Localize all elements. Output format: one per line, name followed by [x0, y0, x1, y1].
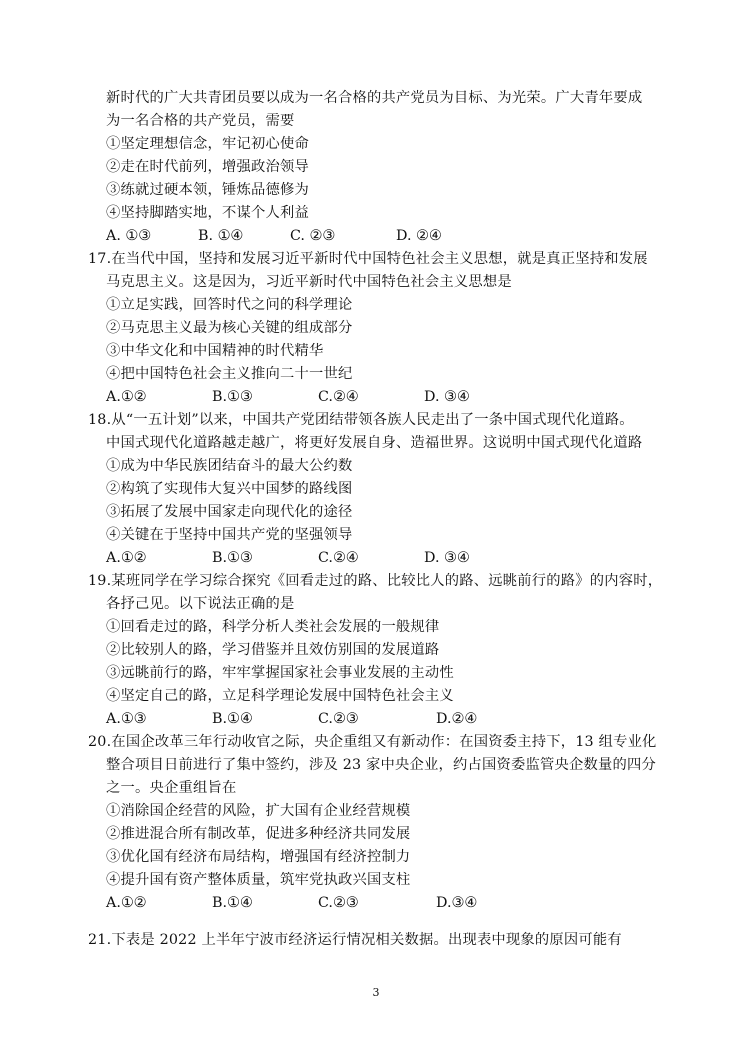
q19-option-d: D.②④ [436, 711, 478, 727]
intro-option-c: C. ②③ [290, 228, 336, 244]
q18-item-4: ④关键在于坚持中国共产党的坚强领导 [106, 527, 353, 543]
intro-option-b: B. ①④ [198, 228, 244, 244]
q20-item-3: ③优化国有经济布局结构，增强国有经济控制力 [106, 849, 411, 865]
q18-stem-line-2: 中国式现代化道路越走越广，将更好发展自身、造福世界。这说明中国式现代化道路 [106, 435, 643, 451]
q17-item-3: ③中华文化和中国精神的时代精华 [106, 343, 324, 359]
intro-item-2: ②走在时代前列，增强政治领导 [106, 159, 309, 175]
q17-option-a: A.①② [106, 389, 147, 405]
q19-stem-line-2: 各抒己见。以下说法正确的是 [106, 596, 295, 612]
intro-item-3: ③练就过硬本领，锤炼品德修为 [106, 182, 309, 198]
q19-item-1: ①回看走过的路，科学分析人类社会发展的一般规律 [106, 619, 440, 635]
q18-option-c: C.②④ [318, 550, 359, 566]
intro-item-4: ④坚持脚踏实地，不谋个人利益 [106, 205, 309, 221]
q17-stem-line-2: 马克思主义。这是因为，习近平新时代中国特色社会主义思想是 [106, 274, 512, 290]
q18-option-d: D. ③④ [424, 550, 470, 566]
q19-option-b: B.①④ [212, 711, 253, 727]
intro-option-d: D. ②④ [396, 228, 442, 244]
q18-item-1: ①成为中华民族团结奋斗的最大公约数 [106, 458, 353, 474]
q18-stem-line-1: 18.从“一五计划”以来，中国共产党团结带领各族人民走出了一条中国式现代化道路。 [88, 412, 634, 428]
page-number: 3 [372, 986, 380, 999]
q18-item-2: ②构筑了实现伟大复兴中国梦的路线图 [106, 481, 353, 497]
q19-item-4: ④坚定自己的路，立足科学理论发展中国特色社会主义 [106, 688, 454, 704]
q20-stem-line-1: 20.在国企改革三年行动收官之际，央企重组又有新动作：在国资委主持下，13 组专业化 [88, 734, 657, 750]
q20-item-4: ④提升国有资产整体质量，筑牢党执政兴国支柱 [106, 872, 411, 888]
q20-option-a: A.①② [106, 895, 147, 911]
q17-stem-line-1: 17.在当代中国，坚持和发展习近平新时代中国特色社会主义思想，就是真正坚持和发展 [88, 251, 648, 267]
intro-option-a: A. ①③ [106, 228, 152, 244]
q17-item-1: ①立足实践，回答时代之问的科学理论 [106, 297, 353, 313]
q20-option-d: D.③④ [436, 895, 478, 911]
q19-item-3: ③远眺前行的路，牢牢掌握国家社会事业发展的主动性 [106, 665, 454, 681]
q18-item-3: ③拓展了发展中国家走向现代化的途径 [106, 504, 353, 520]
intro-item-1: ①坚定理想信念，牢记初心使命 [106, 136, 309, 152]
q20-item-1: ①消除国企经营的风险，扩大国有企业经营规模 [106, 803, 411, 819]
q20-stem-line-2: 整合项目日前进行了集中签约，涉及 23 家中央企业，约占国资委监管央企数量的四分 [106, 757, 656, 773]
q17-item-4: ④把中国特色社会主义推向二十一世纪 [106, 366, 353, 382]
q18-option-b: B.①③ [212, 550, 253, 566]
q20-option-b: B.①④ [212, 895, 253, 911]
q20-item-2: ②推进混合所有制改革，促进多种经济共同发展 [106, 826, 411, 842]
q17-item-2: ②马克思主义最为核心关键的组成部分 [106, 320, 353, 336]
q20-option-c: C.②③ [318, 895, 359, 911]
intro-line-2: 为一名合格的共产党员，需要 [106, 113, 295, 129]
q19-option-c: C.②③ [318, 711, 359, 727]
q17-option-c: C.②④ [318, 389, 359, 405]
q17-option-d: D. ③④ [424, 389, 470, 405]
q20-stem-line-3: 之一。央企重组旨在 [106, 780, 237, 796]
q19-stem-line-1: 19.某班同学在学习综合探究《回看走过的路、比较比人的路、远眺前行的路》的内容时， [88, 573, 663, 589]
q19-item-2: ②比较别人的路，学习借鉴并且效仿别国的发展道路 [106, 642, 440, 658]
q18-option-a: A.①② [106, 550, 147, 566]
q19-option-a: A.①③ [106, 711, 147, 727]
q21-stem-line-1: 21.下表是 2022 上半年宁波市经济运行情况相关数据。出现表中现象的原因可能有 [88, 932, 622, 948]
q17-option-b: B.①③ [212, 389, 253, 405]
intro-line-1: 新时代的广大共青团员要以成为一名合格的共产党员为目标、为光荣。广大青年要成 [106, 90, 643, 106]
